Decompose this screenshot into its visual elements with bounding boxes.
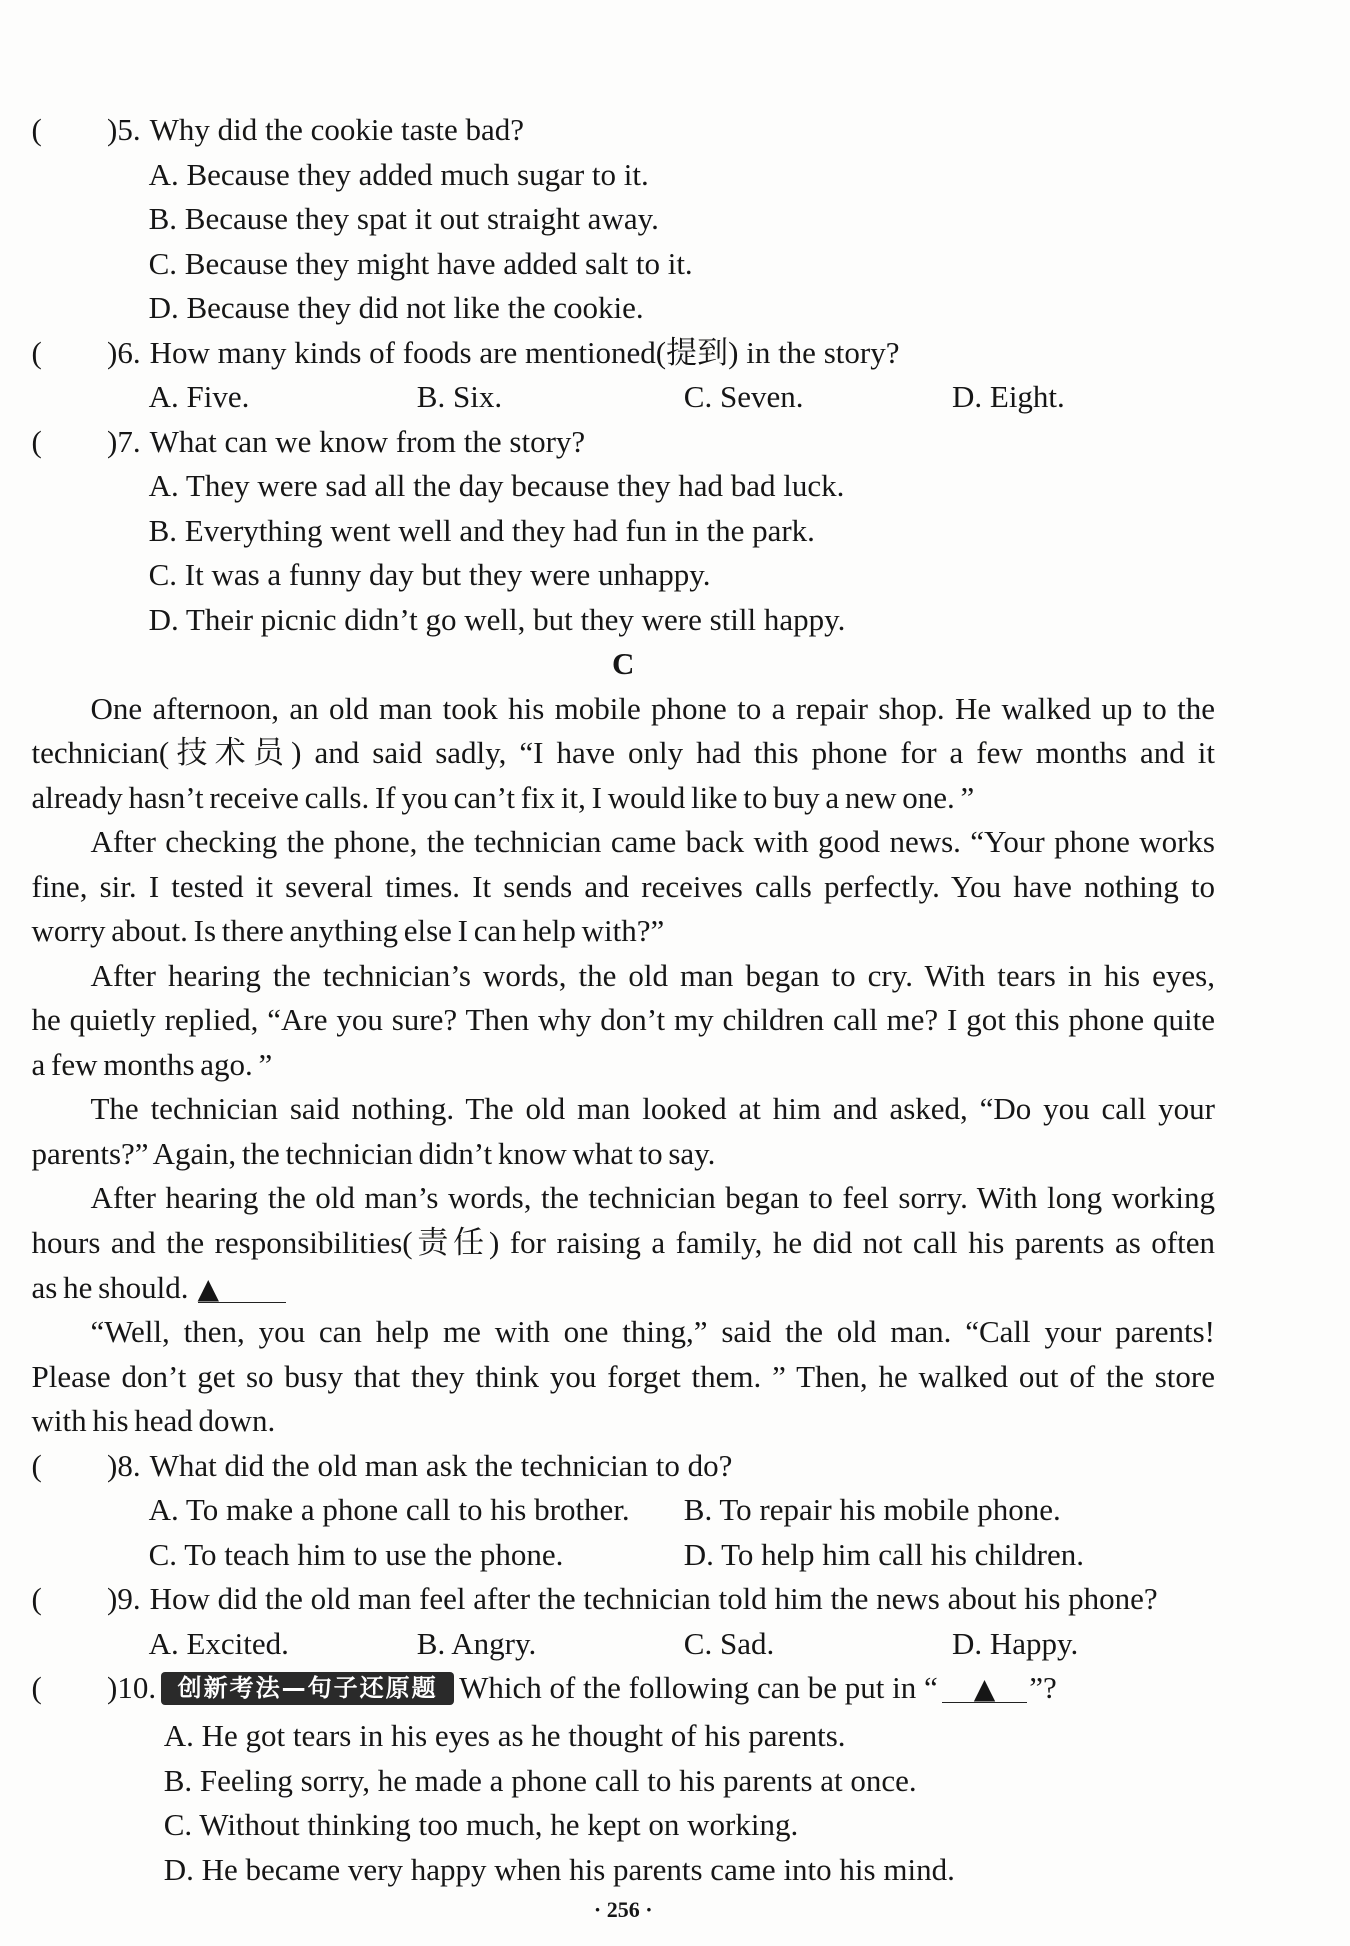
answer-bracket-close: ): [107, 1670, 118, 1706]
option-a: A. They were sad all the day because they had bad luck.: [148, 468, 845, 504]
option-d: D. Their picnic didn’t go well, but they were still happy.: [148, 601, 846, 637]
answer-bracket-open: (: [31, 423, 42, 459]
answer-bracket-open: (: [31, 334, 42, 370]
passage-line: worry about. Is there anything else I can help with?”: [31, 913, 665, 949]
question-text: How did the old man feel after the technician told him the news about his phone?: [149, 1581, 1158, 1617]
answer-bracket-close: ): [107, 112, 118, 148]
option-row: [0, 375, 1350, 420]
question-line: [107, 420, 585, 465]
question-number: 6.: [117, 334, 141, 370]
question-number: 5.: [117, 112, 141, 148]
option-row: [0, 1488, 1350, 1533]
question-text: Which of the following can be put in “: [459, 1670, 938, 1706]
option-d: D. To help him call his children.: [683, 1536, 1084, 1572]
question-number: 8.: [117, 1447, 141, 1483]
passage-line: One afternoon, an old man took his mobile phone to a repair shop. He walked up to the: [90, 690, 1215, 726]
answer-bracket-close: ): [107, 423, 118, 459]
question-line: [107, 1577, 1158, 1622]
passage-line: [0, 1266, 1215, 1311]
passage-line: After hearing the technician’s words, the old man began to cry. With tears in his eyes,: [90, 957, 1215, 993]
exam-page: [0, 108, 1350, 1892]
option-b: B. Because they spat it out straight away.: [148, 201, 659, 237]
blank-triangle-icon: ▲: [942, 1676, 1028, 1703]
option-a: A. Excited.: [148, 1625, 289, 1661]
passage-line: with his head down.: [31, 1403, 276, 1439]
question-10: [0, 1666, 1350, 1711]
option-row: [0, 1714, 1350, 1759]
answer-bracket-open: (: [31, 1447, 42, 1483]
passage-line: hours and the responsibilities(责任) for raising a family, he did not call his parents as often: [31, 1224, 1215, 1260]
option-c: C. Without thinking too much, he kept on working.: [163, 1807, 799, 1843]
option-c: C. Seven.: [683, 379, 804, 415]
option-b: B. Everything went well and they had fun in the park.: [148, 512, 815, 548]
passage-line: he quietly replied, “Are you sure? Then why don’t my children call me? I got this phone quite: [31, 1002, 1215, 1038]
option-row: [0, 509, 1350, 554]
option-row: [0, 553, 1350, 598]
question-6: [0, 331, 1350, 376]
option-d: D. Happy.: [952, 1625, 1079, 1661]
option-row: [0, 286, 1350, 331]
question-number: 9.: [117, 1581, 141, 1617]
section-heading: C: [612, 646, 635, 682]
question-text: What can we know from the story?: [149, 423, 586, 459]
passage-line: fine, sir. I tested it several times. It sends and receives calls perfectly. You have nothing to: [31, 868, 1215, 904]
question-line: [107, 108, 524, 153]
question-7: [0, 420, 1350, 465]
option-b: B. To repair his mobile phone.: [683, 1492, 1061, 1528]
passage-line: Please don’t get so busy that they think you forget them. ” Then, he walked out of the store: [31, 1358, 1215, 1394]
option-b: B. Angry.: [416, 1625, 537, 1661]
question-number: 10.: [117, 1670, 157, 1706]
option-row: [0, 1622, 1350, 1667]
question-text: Why did the cookie taste bad?: [149, 112, 525, 148]
question-9: [0, 1577, 1350, 1622]
option-b: B. Six.: [416, 379, 503, 415]
passage-line: “Well, then, you can help me with one thing,” said the old man. “Call your parents!: [90, 1314, 1215, 1350]
option-d: D. Eight.: [952, 379, 1065, 415]
passage-line: technician(技术员) and said sadly, “I have only had this phone for a few months and it: [31, 735, 1215, 771]
question-8: [0, 1444, 1350, 1489]
answer-bracket-close: ): [107, 334, 118, 370]
question-text: What did the old man ask the technician to do?: [149, 1447, 733, 1483]
page-number: · 256 ·: [593, 1897, 653, 1922]
answer-bracket-close: ): [107, 1581, 118, 1617]
passage-line: After hearing the old man’s words, the technician began to feel sorry. With long working: [90, 1180, 1215, 1216]
passage-line: a few months ago. ”: [31, 1046, 273, 1082]
passage-line: The technician said nothing. The old man looked at him and asked, “Do you call your: [90, 1091, 1215, 1127]
option-c: C. Because they might have added salt to it.: [148, 245, 693, 281]
question-text-end: ”?: [1029, 1670, 1057, 1706]
passage-line: already hasn’t receive calls. If you can’t fix it, I would like to buy a new one. ”: [31, 779, 975, 815]
option-d: D. Because they did not like the cookie.: [148, 290, 644, 326]
option-c: C. It was a funny day but they were unhappy.: [148, 557, 711, 593]
answer-bracket-open: (: [31, 112, 42, 148]
question-text: How many kinds of foods are mentioned(提到) in the story?: [149, 334, 900, 370]
question-type-badge: 创新考法—句子还原题: [161, 1672, 454, 1705]
option-row: [0, 242, 1350, 287]
option-a: A. Five.: [148, 379, 250, 415]
sentence-blank-triangle-icon: ▲: [198, 1276, 286, 1303]
option-a: A. Because they added much sugar to it.: [148, 156, 649, 192]
question-5: [0, 108, 1350, 153]
passage-text: as he should.: [31, 1269, 189, 1305]
answer-bracket-open: (: [31, 1670, 42, 1706]
option-row: [0, 1533, 1350, 1578]
question-line: [107, 1444, 732, 1489]
question-line: [107, 1666, 1057, 1711]
option-b: B. Feeling sorry, he made a phone call to his parents at once.: [163, 1762, 917, 1798]
question-line: [107, 331, 899, 376]
passage-line: parents?” Again, the technician didn’t know what to say.: [31, 1135, 716, 1171]
option-c: C. Sad.: [683, 1625, 775, 1661]
option-row: [0, 1848, 1350, 1893]
passage-line: After checking the phone, the technician came back with good news. “Your phone works: [90, 824, 1215, 860]
option-row: [0, 464, 1350, 509]
option-row: [0, 1803, 1350, 1848]
answer-bracket-open: (: [31, 1581, 42, 1617]
option-d: D. He became very happy when his parents came into his mind.: [163, 1851, 955, 1887]
answer-bracket-close: ): [107, 1447, 118, 1483]
option-c: C. To teach him to use the phone.: [148, 1536, 564, 1572]
option-row: [0, 197, 1350, 242]
option-row: [0, 1759, 1350, 1804]
option-a: A. To make a phone call to his brother.: [148, 1492, 630, 1528]
option-row: [0, 598, 1350, 643]
question-number: 7.: [117, 423, 141, 459]
option-a: A. He got tears in his eyes as he thought of his parents.: [163, 1718, 846, 1754]
option-row: [0, 153, 1350, 198]
